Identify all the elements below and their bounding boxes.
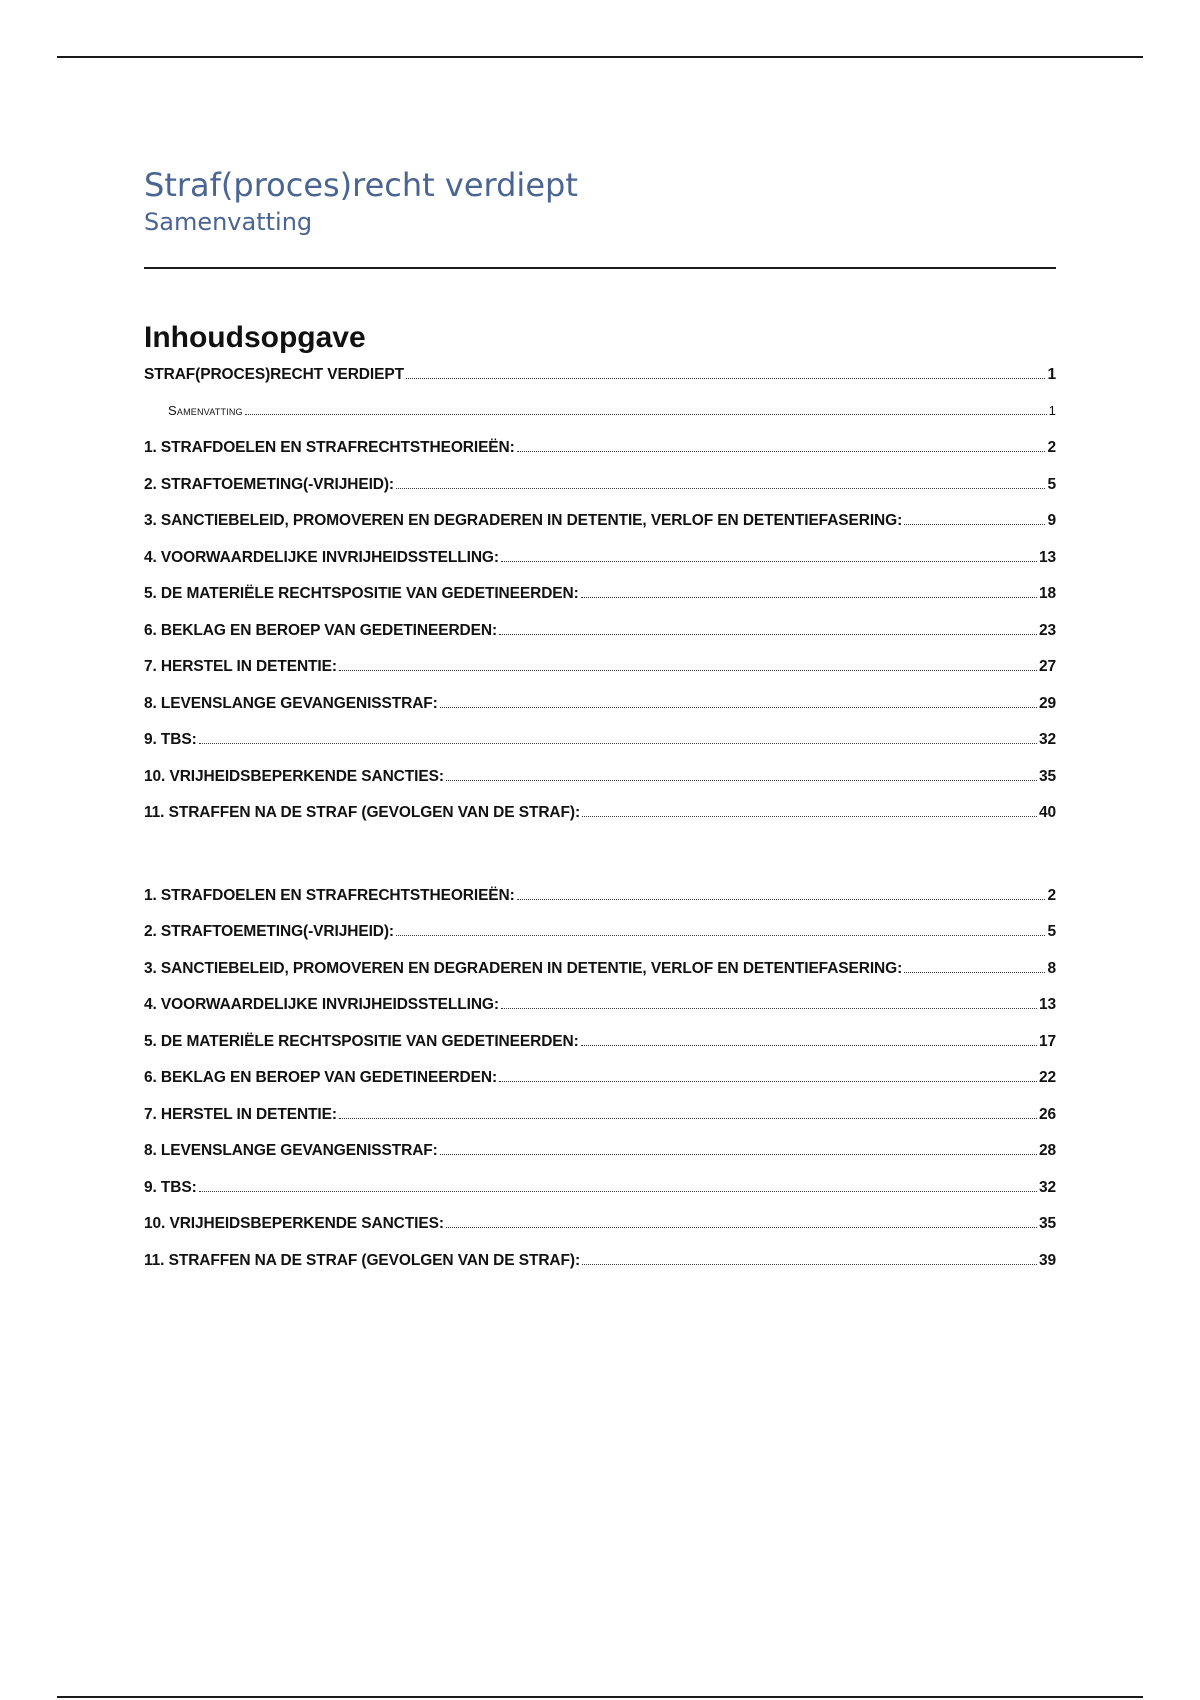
toc-dot-leader xyxy=(396,935,1045,936)
toc-entry-page: 13 xyxy=(1038,996,1056,1014)
toc-entry-label: 10. VRIJHEIDSBEPERKENDE SANCTIES: xyxy=(144,1215,444,1233)
toc-entry[interactable] xyxy=(144,439,1056,476)
toc-entry[interactable] xyxy=(144,695,1056,732)
toc-dot-leader xyxy=(499,1081,1037,1082)
toc-entry[interactable] xyxy=(144,996,1056,1033)
toc-entry[interactable] xyxy=(144,1106,1056,1143)
toc-entry-page: 5 xyxy=(1047,923,1056,941)
toc-entry[interactable] xyxy=(144,658,1056,695)
toc-entry-page: 9 xyxy=(1047,512,1056,530)
toc-entry-label: 9. TBS: xyxy=(144,1178,197,1196)
toc-entry[interactable] xyxy=(144,512,1056,549)
toc-entry-page: 40 xyxy=(1038,804,1056,822)
toc-entry-page: 32 xyxy=(1038,731,1056,749)
toc-entry-page: 5 xyxy=(1047,475,1056,493)
toc-dot-leader xyxy=(199,743,1037,744)
toc-entry-page: 27 xyxy=(1038,658,1056,676)
toc-entry-label: 4. VOORWAARDELIJKE INVRIJHEIDSSTELLING: xyxy=(144,548,499,566)
toc-dot-leader xyxy=(446,780,1037,781)
toc-dot-leader xyxy=(499,634,1037,635)
toc-entry-page: 28 xyxy=(1038,1142,1056,1160)
toc-dot-leader xyxy=(339,670,1037,671)
toc-entry-label: 4. VOORWAARDELIJKE INVRIJHEIDSSTELLING: xyxy=(144,996,499,1014)
toc-entry[interactable] xyxy=(144,923,1056,960)
toc-entry-page: 17 xyxy=(1038,1032,1056,1050)
toc-dot-leader xyxy=(501,561,1037,562)
toc-entry[interactable] xyxy=(144,1069,1056,1106)
toc-entry[interactable] xyxy=(144,366,1056,403)
toc-entry-page: 26 xyxy=(1038,1105,1056,1123)
toc-dot-leader xyxy=(396,488,1045,489)
toc-entry-label: 3. SANCTIEBELEID, PROMOVEREN EN DEGRADEREN IN DETENTIE, VERLOF EN DETENTIEFASERING: xyxy=(144,512,903,530)
toc-dot-leader xyxy=(199,1191,1037,1192)
toc-entry-label: 10. VRIJHEIDSBEPERKENDE SANCTIES: xyxy=(144,767,444,785)
toc-heading: Inhoudsopgave xyxy=(144,321,366,355)
toc-entry-page: 35 xyxy=(1038,1215,1056,1233)
toc-dot-leader xyxy=(581,1045,1037,1046)
toc-entry[interactable] xyxy=(144,1033,1056,1070)
toc-entry-label: STRAF(PROCES)RECHT VERDIEPT xyxy=(144,366,404,384)
toc-entry-label: 1. STRAFDOELEN EN STRAFRECHTSTHEORIEËN: xyxy=(144,886,515,904)
toc-entry-label: 11. STRAFFEN NA DE STRAF (GEVOLGEN VAN DE STRAF): xyxy=(144,804,581,822)
toc-entry-label: 9. TBS: xyxy=(144,731,197,749)
toc-entry-label: 2. STRAFTOEMETING(-VRIJHEID): xyxy=(144,475,394,493)
toc-entry-label: 11. STRAFFEN NA DE STRAF (GEVOLGEN VAN DE STRAF): xyxy=(144,1251,581,1269)
toc-dot-leader xyxy=(339,1118,1037,1119)
toc-entry[interactable] xyxy=(144,476,1056,513)
page-bottom-rule xyxy=(57,1696,1143,1698)
toc-entry-label: 7. HERSTEL IN DETENTIE: xyxy=(144,658,337,676)
toc-dot-leader xyxy=(406,378,1046,379)
toc-dot-leader xyxy=(440,1154,1037,1155)
toc-entry-page: 32 xyxy=(1038,1178,1056,1196)
toc-entry-label: 7. HERSTEL IN DETENTIE: xyxy=(144,1105,337,1123)
toc-entry-page: 1 xyxy=(1048,402,1056,418)
toc-entry-label: 1. STRAFDOELEN EN STRAFRECHTSTHEORIEËN: xyxy=(144,439,515,457)
toc-entry-label: 3. SANCTIEBELEID, PROMOVEREN EN DEGRADEREN IN DETENTIE, VERLOF EN DETENTIEFASERING: xyxy=(144,959,903,977)
toc-dot-leader xyxy=(446,1227,1037,1228)
toc-entry[interactable] xyxy=(144,403,1056,440)
toc-entry[interactable] xyxy=(144,1142,1056,1179)
document-body xyxy=(144,160,1056,1288)
toc-dot-leader xyxy=(581,597,1037,598)
toc-entry-page: 35 xyxy=(1038,767,1056,785)
toc-dot-leader xyxy=(245,414,1047,415)
toc-entry-label: Samenvatting xyxy=(168,402,243,418)
toc-entry[interactable] xyxy=(144,731,1056,768)
toc-entry-label: 8. LEVENSLANGE GEVANGENISSTRAF: xyxy=(144,1142,438,1160)
toc-dot-leader xyxy=(517,899,1046,900)
toc-entry[interactable] xyxy=(144,887,1056,924)
toc-entry-page: 22 xyxy=(1038,1069,1056,1087)
toc-entry[interactable] xyxy=(144,585,1056,622)
toc-entry-page: 18 xyxy=(1038,585,1056,603)
toc-dot-leader xyxy=(582,1264,1037,1265)
toc-dot-leader xyxy=(501,1008,1037,1009)
page-top-rule xyxy=(57,56,1143,58)
toc-entry-page: 29 xyxy=(1038,694,1056,712)
document-title: Straf(proces)recht verdiept xyxy=(144,166,578,204)
toc-entry[interactable] xyxy=(144,804,1056,841)
toc-entry[interactable] xyxy=(144,768,1056,805)
toc-entry[interactable] xyxy=(144,1215,1056,1252)
toc-entry-label: 5. DE MATERIËLE RECHTSPOSITIE VAN GEDETINEERDEN: xyxy=(144,585,579,603)
toc-entry-page: 39 xyxy=(1038,1251,1056,1269)
toc-entry-page: 2 xyxy=(1047,886,1056,904)
toc-entry[interactable] xyxy=(144,1179,1056,1216)
toc-entry-label: 8. LEVENSLANGE GEVANGENISSTRAF: xyxy=(144,694,438,712)
toc-entry-page: 13 xyxy=(1038,548,1056,566)
toc-dot-leader xyxy=(904,524,1045,525)
document-subtitle: Samenvatting xyxy=(144,208,313,237)
toc-entry-page: 1 xyxy=(1047,366,1056,384)
toc-entry[interactable] xyxy=(144,549,1056,586)
toc-list-first xyxy=(144,366,1056,841)
toc-dot-leader xyxy=(582,816,1037,817)
toc-entry[interactable] xyxy=(144,960,1056,997)
toc-list-second xyxy=(144,887,1056,1289)
toc-entry-label: 2. STRAFTOEMETING(-VRIJHEID): xyxy=(144,923,394,941)
toc-dot-leader xyxy=(517,451,1046,452)
toc-entry[interactable] xyxy=(144,622,1056,659)
toc-entry-page: 2 xyxy=(1047,439,1056,457)
toc-entry-page: 23 xyxy=(1038,621,1056,639)
toc-dot-leader xyxy=(440,707,1037,708)
title-divider xyxy=(144,267,1056,269)
toc-dot-leader xyxy=(904,972,1045,973)
toc-entry-label: 6. BEKLAG EN BEROEP VAN GEDETINEERDEN: xyxy=(144,1069,498,1087)
toc-entry-page: 8 xyxy=(1047,959,1056,977)
toc-entry-label: 5. DE MATERIËLE RECHTSPOSITIE VAN GEDETINEERDEN: xyxy=(144,1032,579,1050)
toc-entry-label: 6. BEKLAG EN BEROEP VAN GEDETINEERDEN: xyxy=(144,621,498,639)
toc-entry[interactable] xyxy=(144,1252,1056,1289)
